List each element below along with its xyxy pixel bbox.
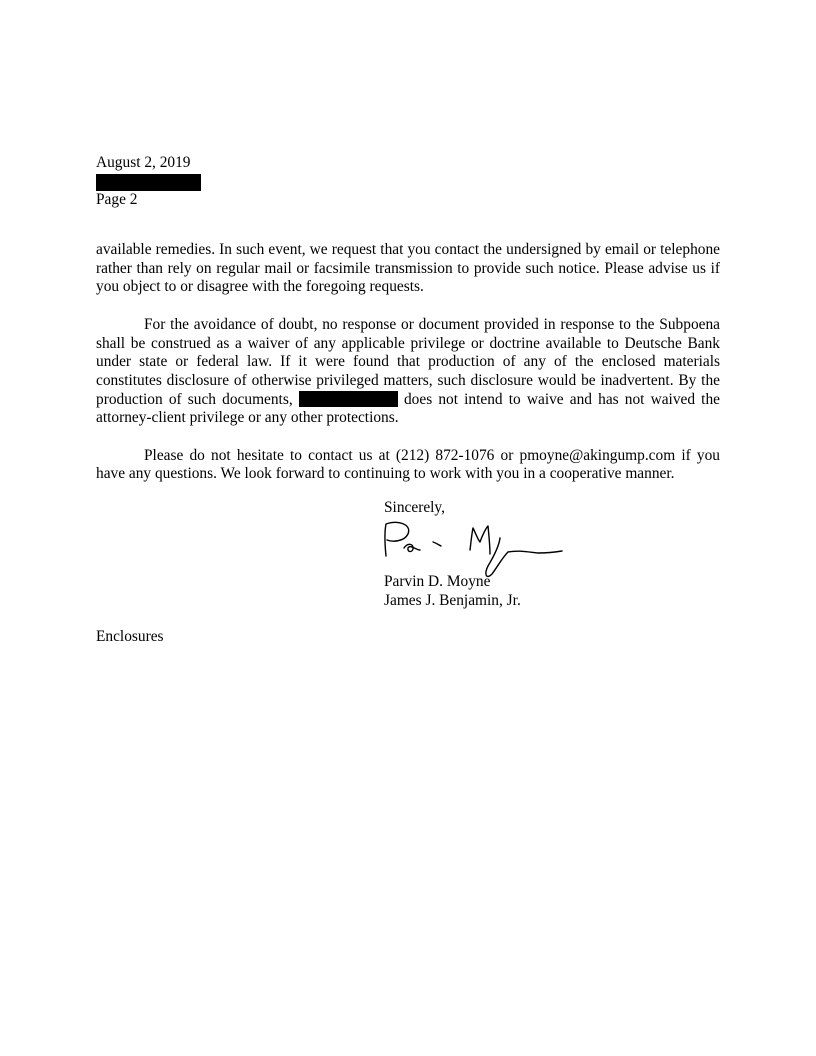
closing-block [384, 499, 684, 518]
paragraph-remedies: available remedies. In such event, we request that you contact the undersigned by email or telephone rather than rely on regular mail or facsimile transmission to provide such notice. Please advise us if you object to or disagree with the foregoing requests. [96, 241, 720, 296]
redaction-bar-inline [299, 391, 398, 407]
signer-name: James J. Benjamin, Jr. [384, 591, 521, 609]
paragraph-privilege-text-start: For the avoidance of doubt, no response or document provided in response to the Subpoena shall be construed as a waiver of any applicable privilege or doctrine available to Deutsche Bank under state or federal law. If it were found that production of any of the enclosed materials constitutes disclosure of otherwise privileged matters, such disclosure would be inadvertent. By the production of such documents, [96, 315, 720, 408]
letter-body [96, 241, 720, 503]
signatory-names [384, 573, 521, 610]
redaction-bar [96, 174, 201, 191]
signer-name: Parvin D. Moyne [384, 573, 491, 590]
redacted-recipient [96, 173, 201, 192]
paragraph-contact: Please do not hesitate to contact us at (212) 872-1076 or pmoyne@akingump.com if you have any questions. We look forward to continuing to work with you in a cooperative manner. [96, 446, 720, 483]
paragraph-privilege-text-end: does not intend to waive and has not waived the attorney-client privilege or any other protections. [96, 390, 720, 427]
page-number: Page 2 [96, 191, 138, 209]
letter-header [96, 154, 201, 210]
letter-date: August 2, 2019 [96, 154, 191, 171]
paragraph-privilege [96, 316, 720, 428]
salutation: Sincerely, [384, 499, 445, 516]
enclosures-note: Enclosures [96, 628, 164, 645]
